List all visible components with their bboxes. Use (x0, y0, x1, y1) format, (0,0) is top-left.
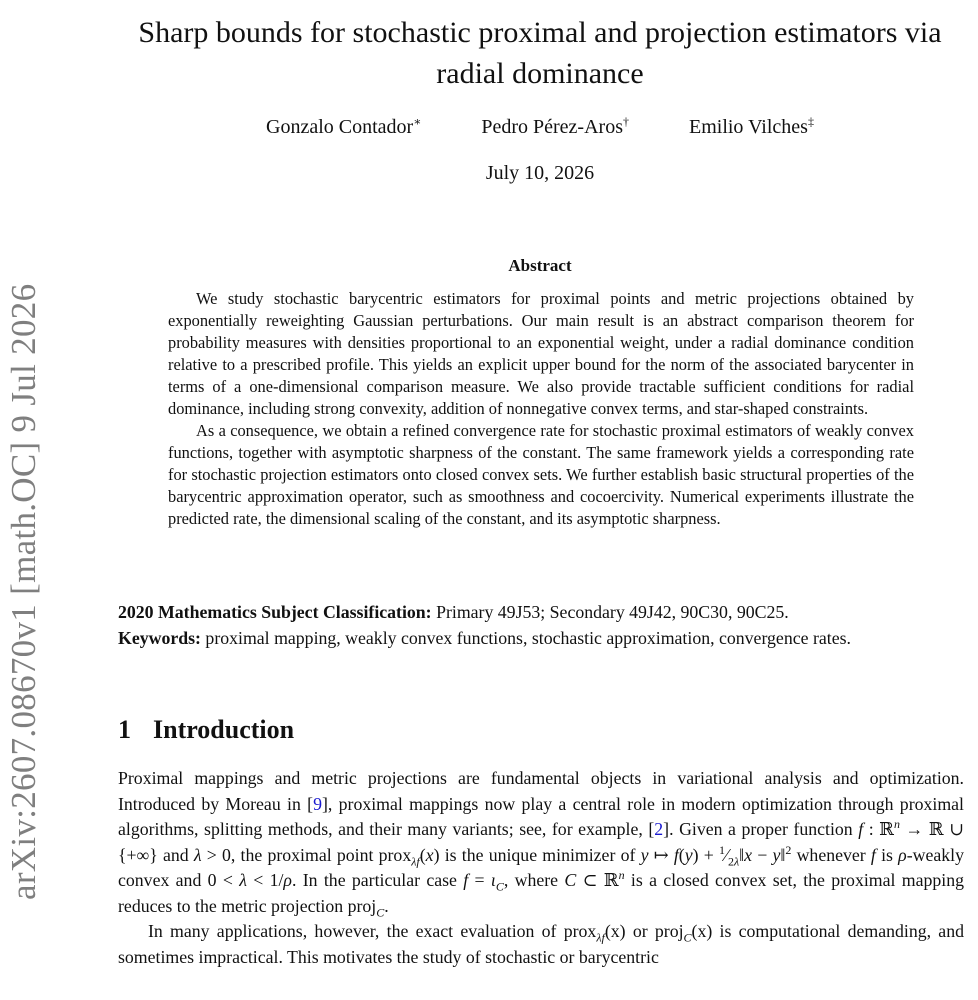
introduction-body (118, 766, 964, 970)
section-number: 1 (118, 715, 131, 744)
arxiv-identifier: arXiv:2607.08670v1 [math.OC] 9 Jul 2026 (4, 283, 43, 900)
author-list (118, 116, 962, 139)
section-title: Introduction (153, 715, 295, 744)
paper-title: Sharp bounds for stochastic proximal and projection estimators via radial dominance (138, 16, 942, 90)
author-3: Emilio Vilches‡ (688, 114, 814, 138)
intro-paragraph-1: Proximal mappings and metric projections are fundamental objects in variational analysis and optimization. Introduced by Moreau in [9], proximal mappings now play a central role in modern optimization through proximal algorithms, splitting methods, and their many variants; see, for example, [2]. Given a proper function f : ℝ$^n$ → ℝ ∪ {+∞} and λ > 0, the proximal point prox$_{\lambda f}$(x) is the unique minimizer of y ↦ $f(y) + ^1⁄_{2\lambda}‖x$ − y‖$^2$ whenever f is ρ-weakly convex and 0 < λ < 1/ρ. In the particular case $f = \iota_C$, where C ⊂ ℝ$^n$ is a closed convex set, the proximal mapping reduces to the metric projection proj$_C$. (118, 768, 965, 920)
citation-link[interactable]: 9 (313, 793, 322, 814)
section-heading (118, 715, 294, 745)
keywords-line: Keywords: proximal mapping, weakly convex functions, stochastic approximation, convergence rates. (118, 627, 851, 648)
citation-link[interactable]: 2 (654, 819, 664, 839)
paper-date: July 10, 2026 (485, 162, 595, 184)
abstract-paragraph-1: We study stochastic barycentric estimators for proximal points and metric projections obtained by exponentially reweighting Gaussian perturbations. Our main result is an abstract comparison theorem for probability measures with densities proportional to an exponential weight, under a radial dominance condition relative to a prescribed profile. This yields an explicit upper bound for the norm of the associated barycenter in terms of a one-dimensional comparison measure. We also provide tractable sufficient conditions for radial dominance, including strong convexity, addition of nonnegative convex terms, and star-shaped constraints. (168, 289, 914, 418)
author-2: Pedro Pérez-Aros† (481, 114, 629, 138)
classification-block (118, 600, 964, 651)
abstract-heading: Abstract (508, 256, 572, 275)
abstract-body (168, 288, 914, 530)
abstract-paragraph-2: As a consequence, we obtain a refined convergence rate for stochastic proximal estimators of weakly convex functions, together with asymptotic sharpness of the constant. The same framework yields a corresponding rate for stochastic projection estimators onto closed convex sets. We further establish basic structural properties of the barycentric approximation operator, such as smoothness and cocoercivity. Numerical experiments illustrate the predicted rate, the dimensional scaling of the constant, and its asymptotic sharpness. (168, 421, 914, 528)
intro-paragraph-2: In many applications, however, the exact evaluation of prox$_{\lambda f}$(x) or proj$_C$(x) is computational demanding, and sometimes impractical. This motivates the study of stochastic or barycentric (118, 921, 964, 967)
msc-line: 2020 Mathematics Subject Classification: Primary 49J53; Secondary 49J42, 90C30, 90C25. (118, 602, 789, 622)
author-1: Gonzalo Contador∗ (266, 114, 422, 138)
